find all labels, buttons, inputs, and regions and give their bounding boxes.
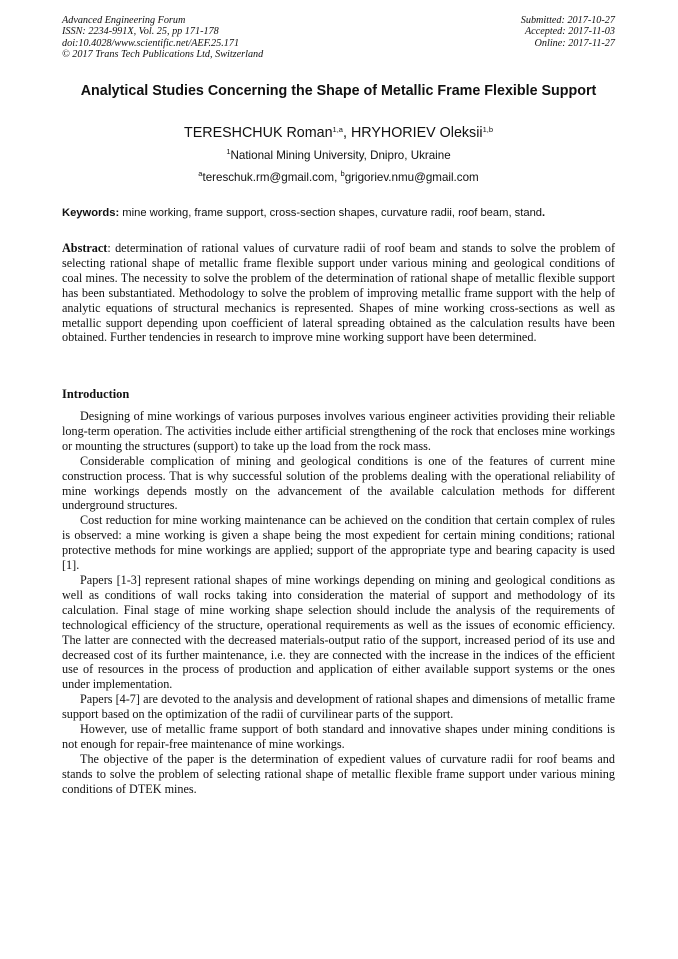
doi-line: doi:10.4028/www.scientific.net/AEF.25.171	[62, 37, 240, 49]
introduction-body	[62, 409, 615, 797]
submitted-date: Submitted: 2017-10-27	[520, 15, 615, 26]
abstract-label: Abstract	[62, 241, 108, 255]
author-name: TERESHCHUK Roman	[183, 125, 333, 141]
paragraph: Papers [1-3] represent rational shapes of mine workings depending on mining and geological conditions as well as conditions of wall rocks taking into consideration the material of support and methodology of its calculation. Final stage of mine working shape selection should include the analysis of the requirements of technological efficiency of the structure, operational requirements as well as the issues of economic efficiency. The latter are connected with the decreased materials-output ratio of the support, increased period of its use and decreased cost of its further maintenance, i.e. they are connected with the increase in the indices of the efficient use of resources in the process of production and application of either available support systems or the ones under implementation.	[62, 572, 615, 692]
author-emails	[62, 171, 615, 185]
email-link[interactable]: tereschuk.rm@gmail.com	[202, 171, 335, 184]
affiliation	[62, 149, 615, 163]
email-superscript: b	[340, 169, 345, 178]
author-superscript: 1,b	[482, 125, 493, 134]
paragraph: Cost reduction for mine working maintenance can be achieved on the condition that certain complex of rules is observed: a mine working is given a shape being the most expedient for certain mining conditions; rational protective methods for mine workings are applied; support of the appropriate type and bearing capacity is used [1].	[62, 513, 615, 573]
journal-info	[62, 15, 263, 61]
abstract-text: : determination of rational values of curvature radii of roof beam and stands to solve the problem of selecting rational shape of metallic frame flexible support under various mining and geological conditions of coal mines. The necessity to solve the problem of the determination of rational shape of metallic flexible support has been substantiated. Methodology to solve the problem of improving metallic frame support with the help of analytic equations of structural mechanics is represented. Shapes of mine working cross-sections as well as metallic support depending upon coefficient of lateral spreading obtained as the calculation results have been obtained. Further tendencies in research to improve mine working support have been determined.	[62, 241, 615, 345]
submission-dates	[521, 15, 615, 49]
section-heading: Introduction	[62, 387, 130, 401]
email-superscript: a	[198, 169, 203, 178]
paragraph: The objective of the paper is the determination of expedient values of curvature radii for roof beams and stands to solve the problem of selecting rational shape of metallic flexible frame support under various mining conditions of DTEK mines.	[62, 751, 615, 796]
author-separator: ,	[342, 125, 351, 141]
paper-title: Analytical Studies Concerning the Shape of Metallic Frame Flexible Support	[80, 83, 597, 99]
copyright-line: © 2017 Trans Tech Publications Ltd, Switzerland	[62, 49, 264, 61]
paragraph: However, use of metallic frame support of both standard and innovative shapes under mining conditions is not enough for repair-free maintenance of mine workings.	[62, 722, 615, 751]
author-name: HRYHORIEV Oleksii	[350, 125, 483, 141]
abstract	[62, 241, 615, 345]
issn-line: ISSN: 2234-991X, Vol. 25, pp 171-178	[62, 26, 219, 38]
keywords-end: .	[542, 207, 546, 219]
email-separator: ,	[334, 171, 341, 184]
keywords	[62, 206, 615, 220]
paragraph: Designing of mine workings of various purposes involves various engineer activities providing their reliable long-term operation. The activities include either artificial strengthening of the rock that encloses mine workings or mounting the structures (support) to take up the load from the rock mass.	[62, 409, 615, 453]
journal-name: Advanced Engineering Forum	[62, 15, 186, 26]
paragraph: Papers [4-7] are devoted to the analysis and development of rational shapes and dimensions of metallic frame support based on the optimization of the radii of curvilinear parts of the support.	[62, 692, 615, 722]
keywords-label: Keywords:	[62, 207, 120, 219]
paragraph: Considerable complication of mining and geological conditions is one of the features of current mine construction process. That is why successful solution of the problems dealing with the operational reliability of mine workings depends mostly on the advancement of the available calculation methods for different underground structures.	[62, 453, 615, 513]
accepted-date: Accepted: 2017-11-03	[524, 26, 615, 38]
author-list	[62, 124, 615, 142]
online-date: Online: 2017-11-27	[534, 37, 615, 49]
affiliation-superscript: 1	[226, 147, 231, 156]
email-link[interactable]: grigoriev.nmu@gmail.com	[344, 171, 479, 184]
author-superscript: 1,a	[332, 125, 343, 134]
affiliation-text: National Mining University, Dnipro, Ukraine	[230, 149, 451, 162]
keywords-text: mine working, frame support, cross-section shapes, curvature radii, roof beam, stand	[119, 207, 543, 219]
